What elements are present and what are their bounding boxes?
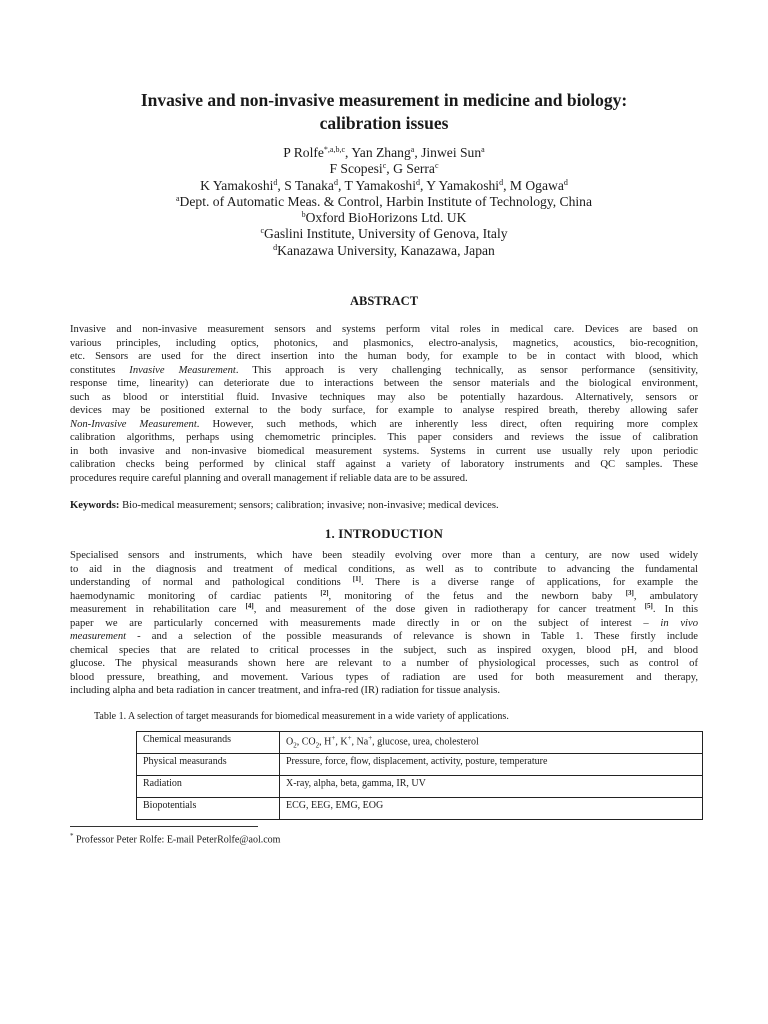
paper-title (70, 89, 698, 135)
paragraph-line: to aid in the diagnosis and treatment of medical conditions, as well as to contribute to advancing the fundamental (70, 563, 698, 575)
keywords-text: Bio-medical measurement; sensors; calibration; invasive; non-invasive; medical devices. (119, 500, 499, 511)
authors-line-3: K Yamakoshi$^d$, S Tanaka$^d$, T Yamakoshi$^d$, Y Yamakoshi$^d$, M Ogawa$^d$ (200, 177, 568, 193)
paragraph-line: devices may be positioned external to the body surface, for example to analyse respired breath, thereby allowing safer (70, 405, 698, 416)
paragraph-line: haemodynamic monitoring of cardiac patients [2], monitoring of the fetus and the newborn baby [3], ambulatory (70, 589, 698, 602)
paragraph-line: various principles, including optics, photonics, and plasmonics, electro-analysis, magnetics, acoustics, bio-recognition, (70, 337, 698, 349)
paragraph-line: in both invasive and non-invasive biomedical measurement systems. Systems in current use usually rely upon periodic (70, 445, 698, 457)
affiliation-b: $^b$Oxford BioHorizons Ltd. UK (301, 210, 467, 226)
table-row (137, 798, 703, 820)
measurand-items: Pressure, force, flow, displacement, activity, posture, temperature (280, 754, 703, 776)
paragraph-line: measurement in rehabilitation care [4], and measurement of the dose given in radiotherapy for cancer treatment [5]. In this (70, 603, 698, 615)
paragraph-line: measurement - and a selection of the possible measurands of relevance is shown in Table 1. These firstly include (70, 631, 698, 642)
footnote-divider (70, 826, 258, 827)
introduction-text (70, 549, 698, 698)
table-row (137, 754, 703, 776)
title-line-1: Invasive and non-invasive measurement in medicine and biology: (140, 90, 628, 110)
paragraph-line: calibration checks being performed by clinical staff against a variety of laboratory instruments and QC samples. These (70, 459, 698, 470)
paragraph-line: constitutes Invasive Measurement. This approach is very challenging technically, as sensor performance (sensitivity, (70, 364, 698, 376)
affiliation-d: $^d$Kanazawa University, Kanazawa, Japan (273, 242, 495, 258)
title-line-2: calibration issues (319, 113, 449, 133)
keywords-label: Keywords: (70, 500, 120, 511)
measurand-category: Radiation (137, 776, 280, 798)
abstract-heading: ABSTRACT (349, 294, 419, 308)
authors-line-2: F Scopesi$^c$, G Serra$^c$ (329, 161, 439, 177)
paragraph-line: etc. Sensors are used for the direct insertion into the human body, for example to be in contact with blood, which (70, 351, 698, 362)
table-row (137, 732, 703, 754)
paragraph-line: understanding of normal and pathological conditions [1]. There is a diverse range of applications, for example the (70, 576, 698, 588)
keywords-line (70, 499, 698, 513)
paragraph-line: blood pressure, breathing, and movement. Various types of radiation are used for both measurement and therapy, (70, 671, 698, 683)
paragraph-line: calibration algorithms, perhaps using chemometric principles. This paper considers and reviews the issue of calibration (70, 432, 698, 443)
abstract-text (70, 323, 698, 485)
authors-line-1: P Rolfe$^{*,a,b,c}$, Yan Zhang$^a$, Jinwei Sun$^a$ (283, 145, 485, 160)
paragraph-line: glucose. The physical measurands shown here are relevant to a number of physiological processes, such as control of (70, 658, 698, 669)
paragraph-line: Non-Invasive Measurement. However, such methods, which are inherently less direct, often requiring more complex (70, 418, 698, 430)
paragraph-line: paper we are particularly concerned with measurements made directly in or on the subject of interest – in vivo (70, 617, 698, 629)
paragraph-line: procedures require careful planning and overall management if reliable data are to be assured. (70, 472, 468, 484)
footnote: * Professor Peter Rolfe: E-mail PeterRolfe@aol.com (70, 832, 281, 846)
table-row (137, 776, 703, 798)
measurand-items: X-ray, alpha, beta, gamma, IR, UV (280, 776, 703, 798)
paragraph-line: Invasive and non-invasive measurement sensors and systems perform vital roles in medical care. Devices are based on (70, 324, 698, 335)
measurand-items: ECG, EEG, EMG, EOG (280, 798, 703, 820)
affiliation-c: $^c$Gaslini Institute, University of Genova, Italy (260, 226, 508, 242)
author-block (70, 145, 698, 259)
measurand-category: Chemical measurands (137, 732, 280, 754)
paragraph-line: such as blood or interstitial fluid. Invasive techniques may also be potentially hazardous. Alternatively, sensors or (70, 391, 698, 403)
affiliation-a: $^a$Dept. of Automatic Meas. & Control, Harbin Institute of Technology, China (175, 193, 593, 209)
measurand-category: Biopotentials (137, 798, 280, 820)
table-caption: Table 1. A selection of target measurands for biomedical measurement in a wide variety of applications. (94, 711, 509, 722)
paragraph-line: including alpha and beta radiation in cancer treatment, and infra-red (IR) radiation for tissue analysis. (70, 685, 501, 696)
measurand-category: Physical measurands (137, 754, 280, 776)
paragraph-line: chemical species that are related to critical processes in the subject, such as inspired oxygen, blood pH, and blood (70, 644, 698, 656)
measurands-table (136, 731, 703, 820)
introduction-heading: 1. INTRODUCTION (324, 527, 444, 541)
measurand-items: $O_2$, $CO_2$, H+, K+, Na+, glucose, urea, cholesterol (280, 732, 703, 754)
paragraph-line: Specialised sensors and instruments, which have been steadily evolving over more than a century, are now used widely (70, 550, 698, 561)
paragraph-line: response time, linearity) can deteriorate due to interactions between the sensor materials and the biological environment, (70, 378, 698, 389)
